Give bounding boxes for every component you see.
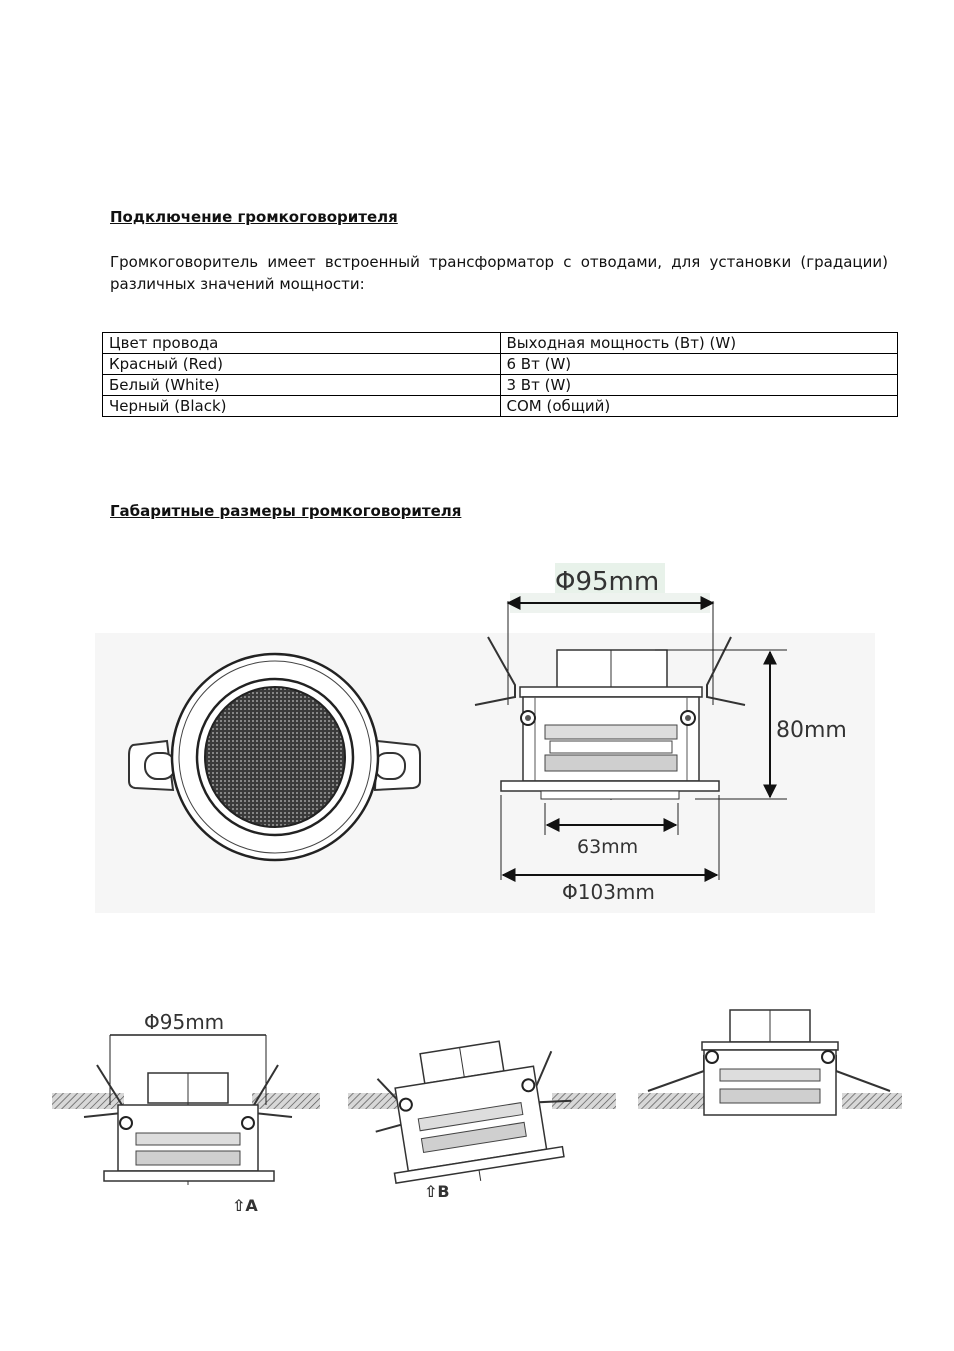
table-row: [103, 375, 898, 396]
label-inner-diameter: 63mm: [577, 836, 639, 858]
label-height: 80mm: [776, 718, 847, 743]
wire-table: [102, 332, 898, 417]
install-stage-b: [348, 1032, 616, 1196]
connection-paragraph: Громкоговоритель имеет встроенный трансформатор с отводами, для установки (градации) различных значений мощности:: [110, 253, 888, 293]
table-cell: 3 Вт (W): [500, 375, 898, 396]
table-cell: Белый (White): [103, 375, 501, 396]
install-stage-c: [638, 1010, 902, 1115]
label-top-diameter: Φ95mm: [555, 567, 660, 597]
install-label-step-a: ⇧A: [232, 1196, 258, 1215]
install-stage-a: [52, 1035, 320, 1185]
table-cell: COM (общий): [500, 396, 898, 417]
label-outer-diameter: Φ103mm: [562, 880, 655, 904]
install-label-step-b: ⇧B: [424, 1182, 450, 1201]
table-row: [103, 354, 898, 375]
install-label-diameter: Φ95mm: [144, 1010, 225, 1034]
table-header-cell: Цвет провода: [103, 333, 501, 354]
installation-drawing: [52, 1005, 904, 1225]
table-header-cell: Выходная мощность (Вт) (W): [500, 333, 898, 354]
section-title-connection: Подключение громкоговорителя: [110, 208, 398, 226]
section-title-dimensions: Габаритные размеры громкоговорителя: [110, 502, 462, 520]
table-header-row: [103, 333, 898, 354]
table-cell: Красный (Red): [103, 354, 501, 375]
table-cell: Черный (Black): [103, 396, 501, 417]
table-row: [103, 396, 898, 417]
table-cell: 6 Вт (W): [500, 354, 898, 375]
dimension-drawing: [95, 555, 875, 915]
